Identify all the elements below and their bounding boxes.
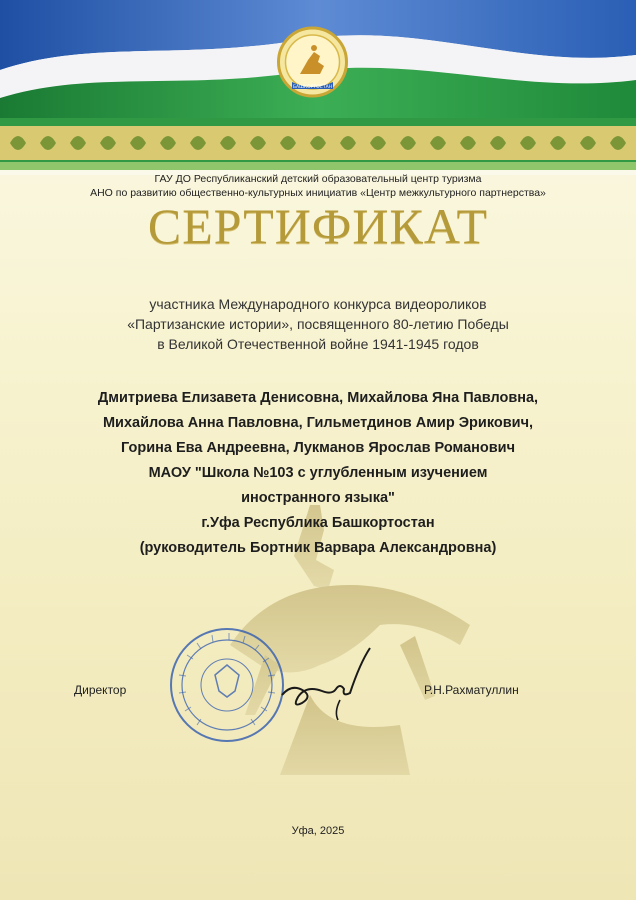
subtitle-line-2: «Партизанские истории», посвященного 80-летию Победы [127, 316, 509, 332]
signer-position: Директор [74, 683, 127, 697]
org-line-2: АНО по развитию общественно-культурных инициатив «Центр межкультурного партнерства» [90, 187, 546, 199]
recipients-line-3: Горина Ева Андреевна, Лукманов Ярослав Романович [121, 440, 515, 456]
recipients-line-2: Михайлова Анна Павловна, Гильметдинов Амир Эрикович, [102, 415, 534, 431]
signer-name: Р.Н.Рахматуллин [424, 683, 519, 697]
signature-icon [270, 640, 390, 730]
school-line-2: иностранного языка" [241, 490, 395, 506]
supervisor-line: (руководитель Бортник Варвара Александровна) [139, 540, 497, 556]
place-year: Уфа, 2025 [291, 825, 345, 837]
recipients-block [0, 386, 636, 561]
certificate-title: СЕРТИФИКАТ [147, 198, 489, 254]
official-seal-icon [167, 625, 287, 745]
certificate-subtitle [0, 294, 636, 354]
city-line: г.Уфа Республика Башкортостан [201, 515, 435, 531]
subtitle-line-1: участника Международного конкурса видеороликов [149, 296, 487, 312]
recipients-line-1: Дмитриева Елизавета Денисовна, Михайлова Яна Павловна, [97, 390, 539, 406]
emblem-caption: БАШКОРТОСТАН [292, 85, 333, 90]
org-line-1: ГАУ ДО Республиканский детский образовательный центр туризма [154, 173, 482, 185]
issuing-organizations [0, 172, 636, 200]
school-line-1: МАОУ "Школа №103 с углубленным изучением [148, 465, 488, 481]
subtitle-line-3: в Великой Отечественной войне 1941-1945 годов [157, 336, 479, 352]
ornament-border [0, 118, 636, 170]
bashkortostan-emblem-icon [270, 22, 355, 107]
